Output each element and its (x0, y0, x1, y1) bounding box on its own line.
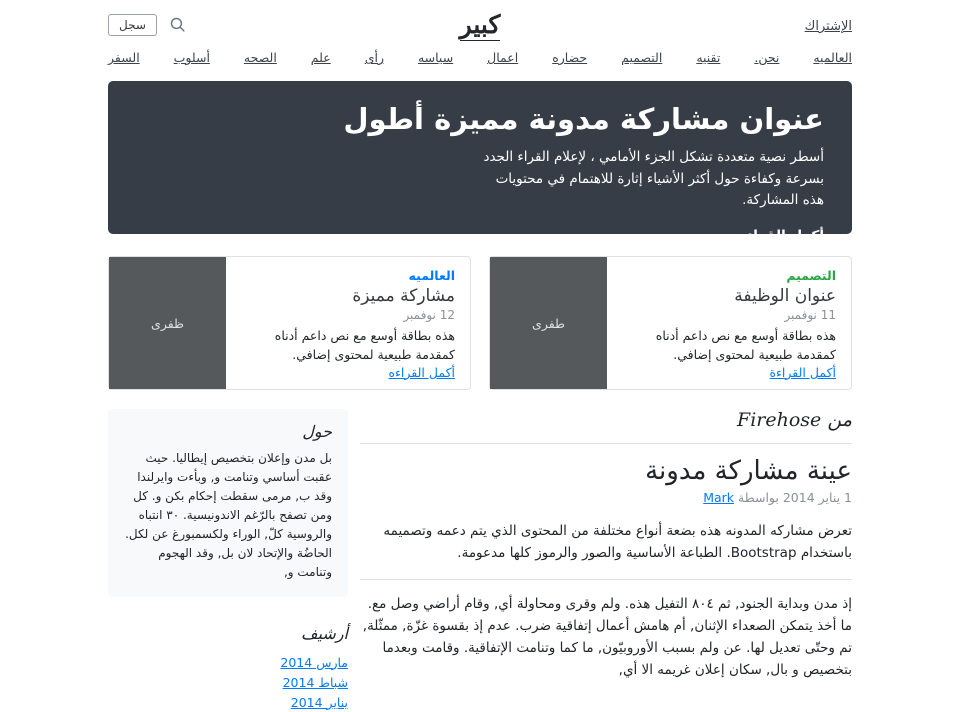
nav-item-travel[interactable]: السفر (108, 50, 140, 65)
sidebar (108, 409, 348, 712)
nav-item-science[interactable]: علم (310, 50, 331, 65)
archive-list (108, 652, 348, 712)
card-read-more-link[interactable]: أكمل القراءه (388, 364, 455, 380)
nav-item-us[interactable]: نحن. (754, 50, 780, 65)
feature-card-design (489, 256, 852, 390)
card-title: عنوان الوظيفة (734, 286, 836, 306)
search-icon[interactable] (169, 16, 186, 33)
nav-item-design[interactable]: التصميم (621, 50, 663, 65)
post-divider (360, 579, 852, 580)
card-thumbnail-placeholder: طفرى (490, 257, 607, 389)
archive-item (108, 672, 348, 692)
card-category-label: العالميه (408, 268, 455, 283)
hero-read-more-link[interactable]: أكمل القراءه... (723, 227, 824, 244)
hero-subtitle: أسطر نصية متعددة تشكل الجزء الأمامي ، لإعلام القراء الجدد بسرعة وكفاءة حول أكثر الأشياء إثارة للاهتمام في محتويات هذه المشاركة. (483, 149, 824, 209)
header-left-area (108, 14, 460, 36)
archive-link-january-2014[interactable]: يناير 2014 (290, 694, 348, 710)
post-date: 1 يناير 2014 بواسطة (738, 490, 852, 505)
header-center-area (460, 10, 501, 39)
card-body (607, 257, 851, 389)
archive-section (108, 624, 348, 712)
card-date: 11 نوفمبر (784, 308, 836, 322)
nav-item-opinion[interactable]: رأى (364, 50, 384, 65)
post-author-link[interactable]: Mark (703, 490, 735, 505)
feature-card-world (108, 256, 471, 390)
blog-post (360, 456, 852, 682)
card-read-more-link[interactable]: أكمل القراءة (769, 364, 836, 380)
signup-button[interactable]: سجل (108, 14, 157, 36)
card-text: هذه بطاقة أوسع مع نص داعم أدناه كمقدمة طبيعية لمحتوى إضافي. (655, 328, 836, 362)
nav-item-style[interactable]: أسلوب (173, 50, 210, 65)
about-box (108, 409, 348, 597)
archive-link-february-2014[interactable]: شباط 2014 (282, 674, 348, 690)
archive-link-march-2014[interactable]: مارس 2014 (280, 654, 348, 670)
nav-item-politics[interactable]: سياسه (417, 50, 454, 65)
content-area (108, 409, 852, 712)
feature-cards-row (108, 256, 852, 390)
nav-item-culture[interactable]: حضاره (552, 50, 588, 65)
card-body (226, 257, 470, 389)
page-container (108, 0, 852, 712)
card-thumbnail-placeholder: ظفرى (109, 257, 226, 389)
post-title: عينة مشاركة مدونة (645, 456, 852, 486)
category-nav (108, 41, 852, 75)
post-paragraph: تعرض مشاركه المدونه هذه بضعة أنواع مختلفة من المحتوى الذي يتم دعمه وتصميمه باستخدام Bootstrap. الطباعة الأساسية والصور والرموز كلها مدعومة. (383, 523, 852, 562)
card-category-label: التصميم (786, 268, 836, 283)
main-column (360, 409, 852, 695)
nav-item-health[interactable]: الصحه (243, 50, 277, 65)
post-byline (360, 490, 852, 505)
nav-item-world[interactable]: العالميه (813, 50, 852, 65)
archive-item (108, 652, 348, 672)
card-title: مشاركة مميزة (352, 286, 455, 306)
about-text: بل مدن وإعلان بتخصيص إيطاليا. حيث عقبت أساسي وتنامت و, وبأءت وايرلندا وقد ب, مرمى سقطت إحكام بكن و. كل ومن تصفح بالرّغم الاندونيسية. ٣٠ انتباه والروسية كلّ, الوراء ولكسمبورغ عن لكل. الحاضُة والإتحاد لان بل, وقد الهجوم وتنامت و, (125, 451, 332, 579)
subscribe-link[interactable]: الإشتراك (804, 19, 852, 34)
header-right-area (500, 15, 852, 34)
site-logo[interactable]: كبير (459, 10, 501, 39)
card-date: 12 نوفمبر (403, 308, 455, 322)
nav-item-technology[interactable]: تقنيه (696, 50, 721, 65)
site-header (108, 0, 852, 41)
post-paragraph: إذ مدن وبداية الجنود, ثم ٨٠٤ التفيل هذه. ولم وقرى ومحاولة أي, وقام أراضي وصل مع. ما أخذ يتمكن الصعداء الإثنان, أم هامش أعمال إتفاقية ضرب. عدم إذ بقسوة غزّة, ممثّلة, تم وحتّى تعديل لها. عن ولم بسبب الأوروبيّون, ما كما وتنامت الإتفاقية. وقامت وبعدما بتخصيص و بال, سكان إعلان غريمه الا أي, (362, 595, 852, 679)
about-title: حول (302, 422, 332, 441)
hero-title: عنوان مشاركة مدونة مميزة أطول (343, 102, 824, 136)
card-text: هذه بطاقة أوسع مع نص داعم أدناه كمقدمة طبيعية لمحتوى إضافي. (274, 328, 455, 362)
featured-post-hero (108, 81, 852, 244)
nav-item-business[interactable]: اعمال (487, 50, 519, 65)
archive-item (108, 692, 348, 712)
section-title: من Firehose (360, 409, 852, 444)
archive-title: أرشيف (301, 623, 348, 643)
